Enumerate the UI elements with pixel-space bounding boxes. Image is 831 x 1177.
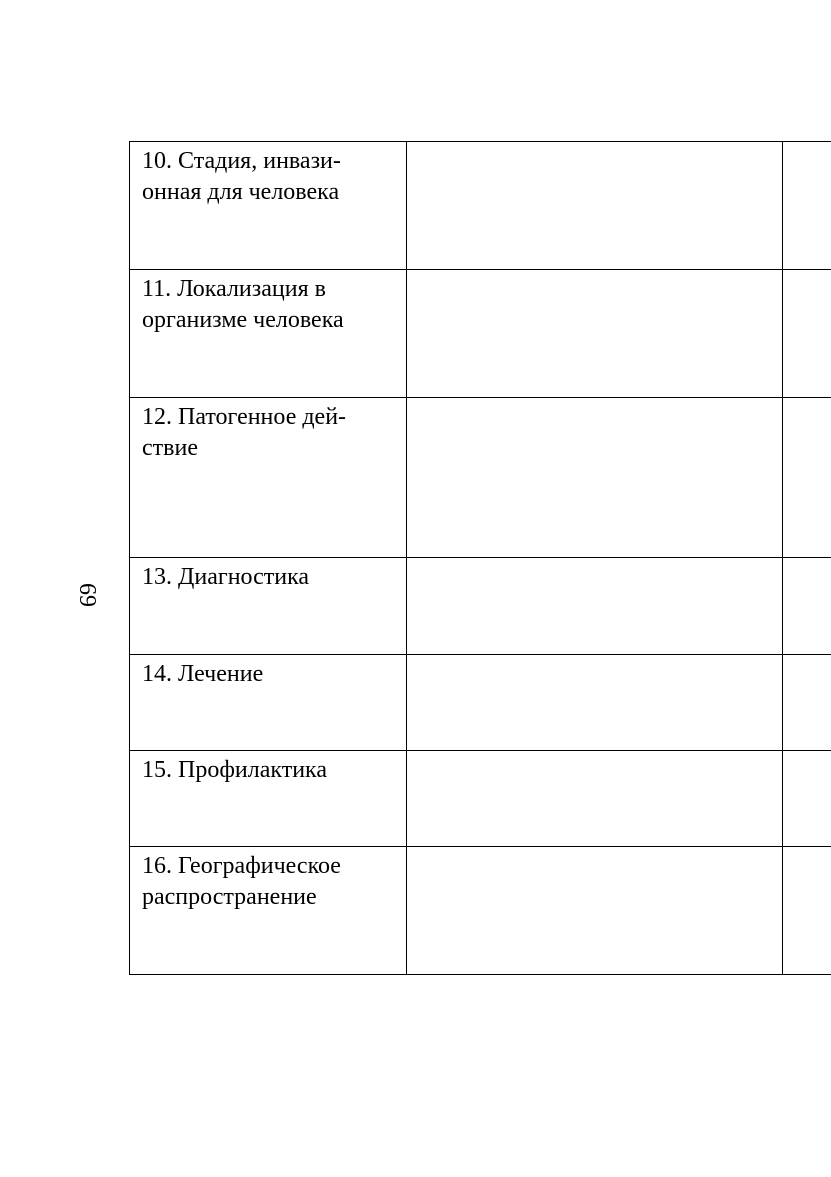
row-label-cell — [130, 142, 407, 269]
answer-cell-extra — [783, 655, 831, 750]
table-row — [130, 398, 831, 558]
row-label-cell — [130, 270, 407, 397]
table-row — [130, 847, 831, 975]
table-row — [130, 655, 831, 751]
row-label-cell — [130, 558, 407, 654]
table-row — [130, 751, 831, 847]
row-label-line: онная для человека — [142, 179, 340, 205]
answer-cell — [407, 655, 783, 750]
answer-cell — [407, 142, 783, 269]
row-label-line: 14. Лечение — [142, 661, 264, 687]
row-label-cell — [130, 398, 407, 557]
row-label-line: ствие — [142, 435, 198, 461]
row-label-line: 10. Стадия, инвази- — [142, 148, 341, 174]
data-table — [129, 141, 831, 975]
row-label-cell — [130, 847, 407, 974]
answer-cell-extra — [783, 558, 831, 654]
row-label-line: 15. Профилактика — [142, 757, 327, 783]
answer-cell — [407, 398, 783, 557]
answer-cell — [407, 270, 783, 397]
row-label-line: 11. Локализация в — [142, 276, 326, 302]
table-row — [130, 558, 831, 655]
answer-cell — [407, 847, 783, 974]
row-label-line: 16. Географическое — [142, 853, 341, 879]
answer-cell-extra — [783, 751, 831, 846]
row-label-cell — [130, 655, 407, 750]
table-row — [130, 142, 831, 270]
answer-cell-extra — [783, 142, 831, 269]
answer-cell-extra — [783, 847, 831, 974]
row-label-line: 13. Диагностика — [142, 564, 310, 590]
answer-cell — [407, 558, 783, 654]
answer-cell-extra — [783, 270, 831, 397]
row-label-line: распространение — [142, 884, 317, 910]
row-label-line: 12. Патогенное дей- — [142, 404, 347, 430]
page-number: 69 — [74, 583, 100, 607]
answer-cell — [407, 751, 783, 846]
row-label-line: организме человека — [142, 307, 344, 333]
row-label-cell — [130, 751, 407, 846]
answer-cell-extra — [783, 398, 831, 557]
table-row — [130, 270, 831, 398]
